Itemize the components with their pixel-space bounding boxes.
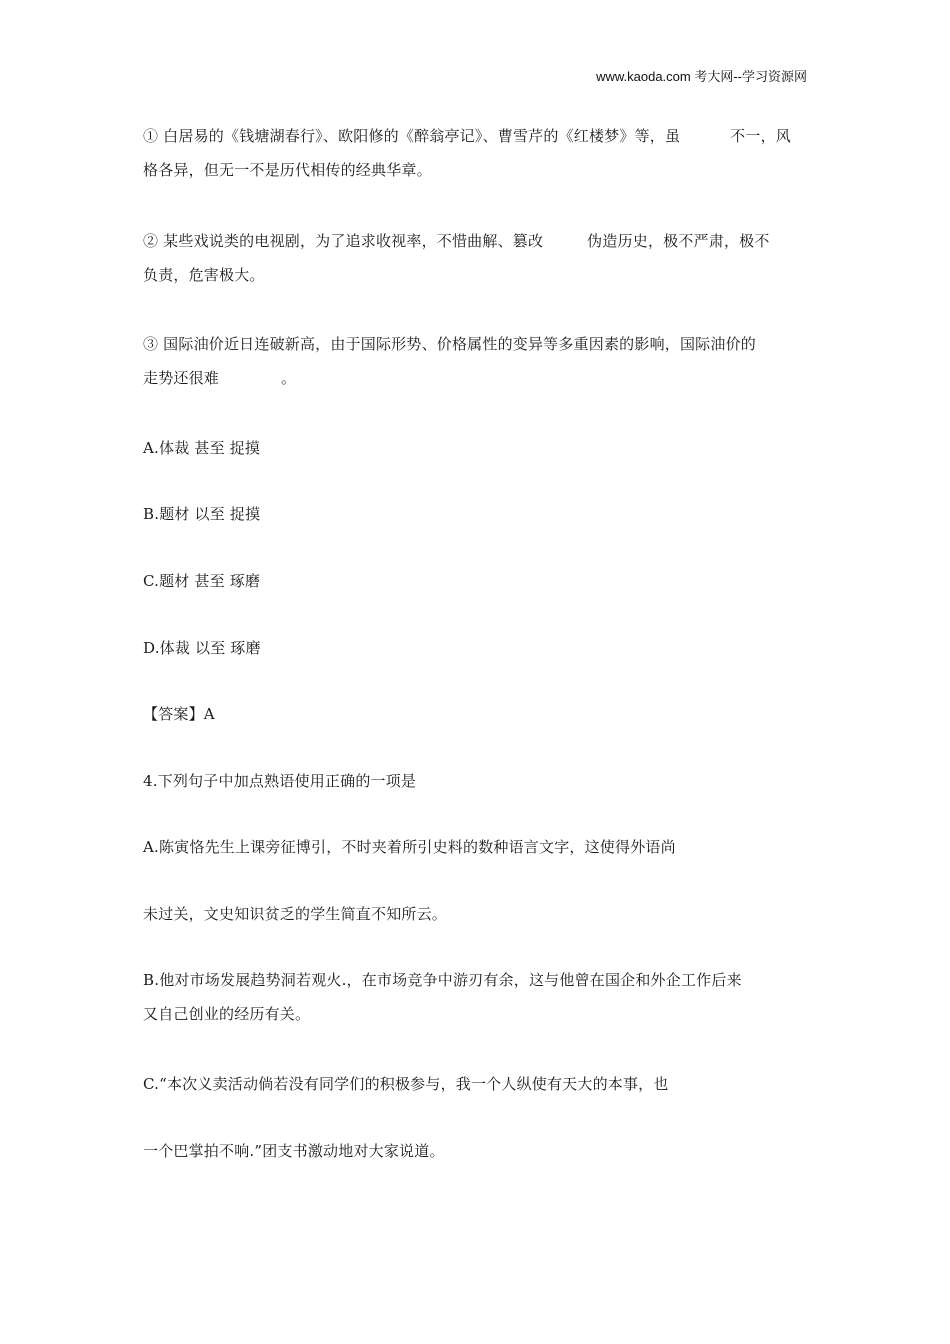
sentence-2-line-2: 负责，危害极大。 <box>143 266 265 284</box>
sentence-1-line-2: 格各异，但无一不是历代相传的经典华章。 <box>143 161 432 179</box>
sentence-3-text-b: 。 <box>281 369 297 387</box>
sentence-3-line-2 <box>143 361 807 395</box>
q3-option-c: C.题材 甚至 琢磨 <box>143 572 261 590</box>
q4-option-b-line-1: B.他对市场发展趋势洞若观火.，在市场竞争中游刃有余，这与他曾在国企和外企工作后来 <box>143 971 742 989</box>
q4-stem: 4.下列句子中加点熟语使用正确的一项是 <box>143 772 417 790</box>
sentence-1-text-b: 不一，风 <box>730 127 791 145</box>
q3-option-a: A.体裁 甚至 捉摸 <box>143 439 261 457</box>
sentence-3 <box>143 327 807 395</box>
q3-option-d: D.体裁 以至 琢磨 <box>143 639 261 657</box>
q4-option-c-line-2: 一个巴掌拍不响.”团支书激动地对大家说道。 <box>143 1142 445 1160</box>
sentence-1-line-1 <box>143 119 807 153</box>
q4-option-b-line-2: 又自己创业的经历有关。 <box>143 1005 311 1023</box>
sentence-2-text-a: ② 某些戏说类的电视剧，为了追求收视率，不惜曲解、篡改 <box>143 232 544 250</box>
site-header: www.kaoda.com 考大网--学习资源网 <box>596 69 807 84</box>
sentence-3-line-1: ③ 国际油价近日连破新高，由于国际形势、价格属性的变异等多重因素的影响，国际油价的 <box>143 335 756 353</box>
q4-option-c-line-1: C.“本次义卖活动倘若没有同学们的积极参与，我一个人纵使有天大的本事，也 <box>143 1075 669 1093</box>
sentence-2-text-b: 伪造历史，极不严肃，极不 <box>587 232 770 250</box>
q4-option-b <box>143 963 807 1031</box>
q3-answer: 【答案】A <box>143 705 215 723</box>
q4-option-a-line-1: A.陈寅恪先生上课旁征博引，不时夹着所引史料的数种语言文字，这使得外语尚 <box>143 838 676 856</box>
sentence-1-text-a: ① 白居易的《钱塘湖春行》、欧阳修的《醉翁亭记》、曹雪芹的《红楼梦》等，虽 <box>143 127 681 145</box>
sentence-1 <box>143 119 807 187</box>
sentence-2-line-1 <box>143 224 807 258</box>
q3-option-b: B.题材 以至 捉摸 <box>143 505 261 523</box>
sentence-2 <box>143 224 807 292</box>
sentence-3-text-a: 走势还很难 <box>143 369 220 387</box>
q4-option-a-line-2: 未过关，文史知识贫乏的学生简直不知所云。 <box>143 905 448 923</box>
